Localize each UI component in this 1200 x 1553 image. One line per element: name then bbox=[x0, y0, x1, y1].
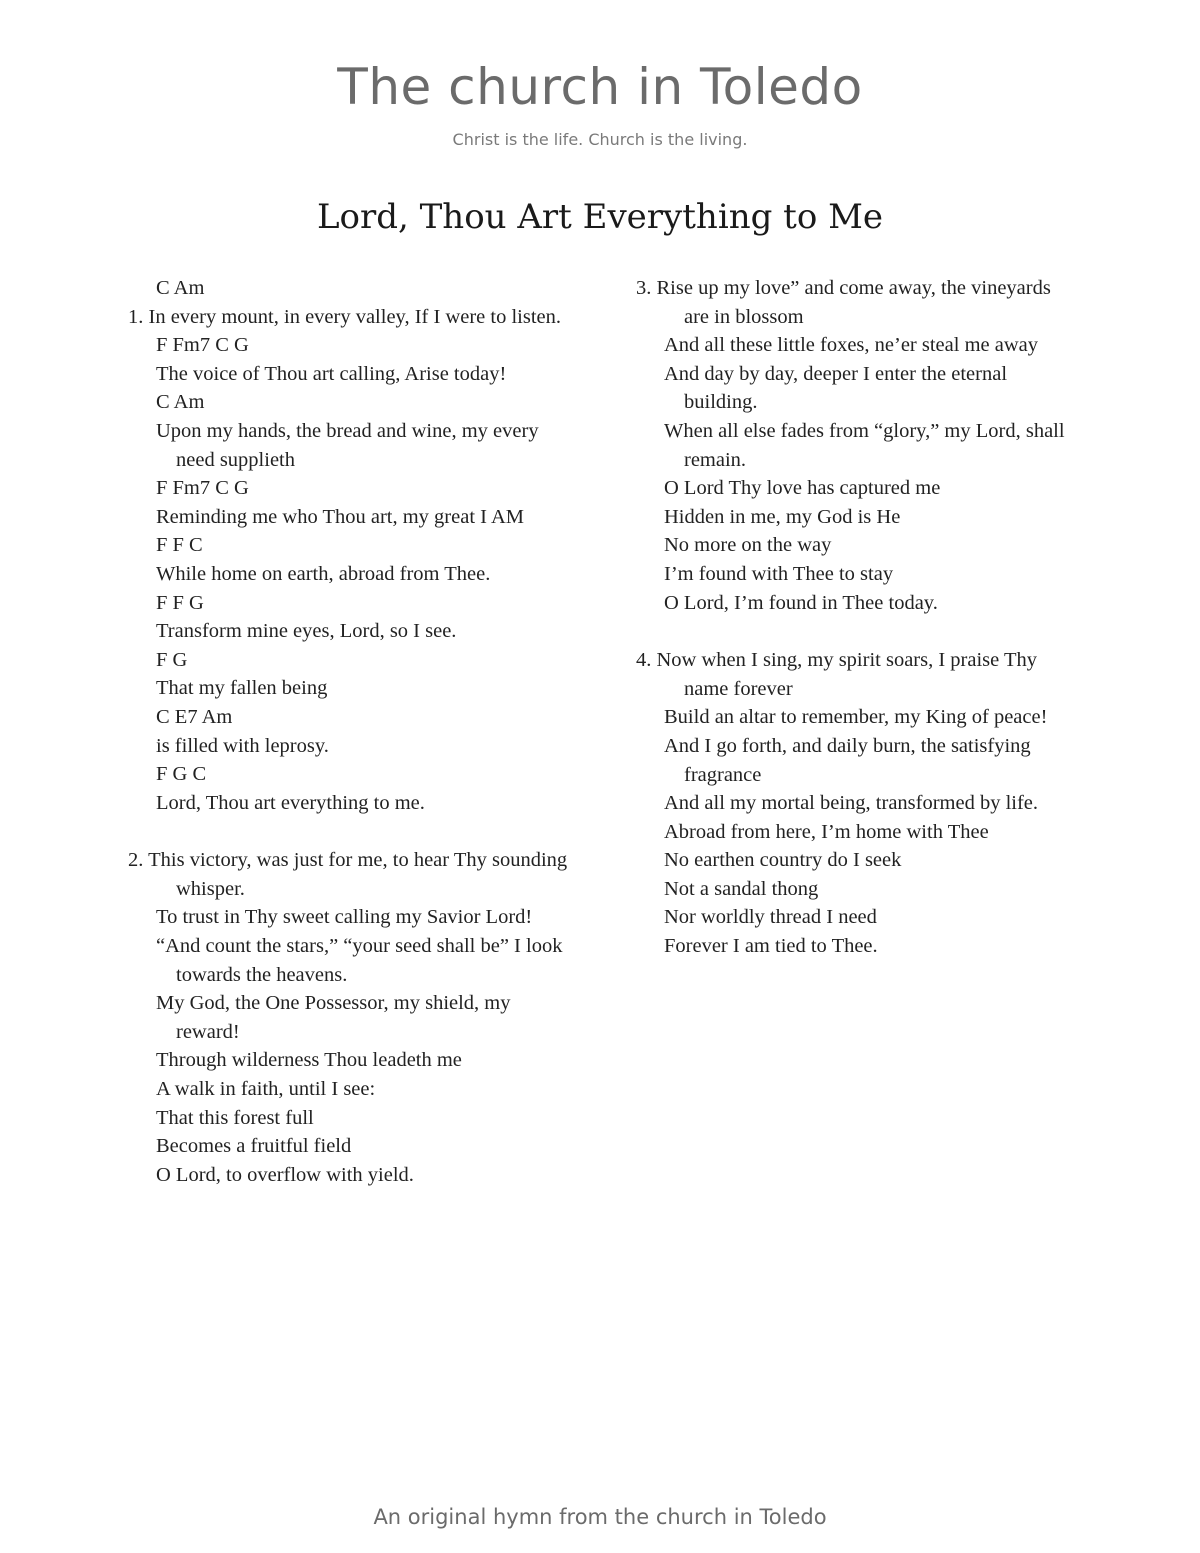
lyric-line: A walk in faith, until I see: bbox=[156, 1078, 376, 1101]
lyric-line: Upon my hands, the bread and wine, my every need supplieth bbox=[156, 419, 539, 471]
lyric-line: O Lord, I’m found in Thee today. bbox=[664, 591, 938, 614]
lyric-line: 1. In every mount, in every valley, If I were to listen. bbox=[128, 305, 562, 328]
lyric-line: 2. This victory, was just for me, to hear Thy sounding whisper. bbox=[128, 849, 568, 900]
chord-line: F F G bbox=[156, 591, 204, 614]
lyric-line: Nor worldly thread I need bbox=[664, 906, 877, 929]
site-title: The church in Toledo bbox=[337, 58, 863, 116]
right-column bbox=[636, 274, 1076, 990]
lyric-line: To trust in Thy sweet calling my Savior Lord! bbox=[156, 906, 533, 929]
lyric-line: No more on the way bbox=[664, 534, 832, 557]
lyric-line: No earthen country do I seek bbox=[664, 849, 902, 872]
lyric-line: 3. Rise up my love” and come away, the vineyards are in blossom bbox=[636, 277, 1051, 328]
page-header bbox=[0, 52, 1200, 152]
lyric-line: Abroad from here, I’m home with Thee bbox=[664, 820, 989, 843]
lyric-line: The voice of Thou art calling, Arise today! bbox=[156, 362, 507, 385]
lyric-line: is filled with leprosy. bbox=[156, 734, 329, 757]
lyric-line: And day by day, deeper I enter the eternal building. bbox=[664, 362, 1008, 414]
left-column bbox=[128, 274, 578, 1218]
verse-1 bbox=[128, 274, 578, 817]
verse-2 bbox=[128, 846, 578, 1189]
lyric-line: That this forest full bbox=[156, 1106, 314, 1129]
lyric-line: “And count the stars,” “your seed shall be” I look towards the heavens. bbox=[156, 935, 563, 986]
lyric-line: Hidden in me, my God is He bbox=[664, 505, 901, 528]
lyric-line: Becomes a fruitful field bbox=[156, 1135, 352, 1158]
tagline: Christ is the life. Church is the living. bbox=[452, 130, 748, 149]
lyric-line: Reminding me who Thou art, my great I AM bbox=[156, 505, 524, 528]
lyric-line: And I go forth, and daily burn, the satisfying fragrance bbox=[664, 734, 1031, 786]
chord-line: F Fm7 C G bbox=[156, 477, 249, 500]
lyric-line: While home on earth, abroad from Thee. bbox=[156, 562, 491, 585]
lyric-line: Build an altar to remember, my King of peace! bbox=[664, 706, 1048, 729]
lyric-line: Not a sandal thong bbox=[664, 877, 819, 900]
lyric-line: My God, the One Possessor, my shield, my reward! bbox=[156, 992, 511, 1043]
verse-3 bbox=[636, 274, 1076, 617]
lyric-line: O Lord, to overflow with yield. bbox=[156, 1163, 414, 1186]
lyric-line: That my fallen being bbox=[156, 677, 328, 700]
lyric-line: And all my mortal being, transformed by life. bbox=[664, 792, 1039, 815]
page-footer: An original hymn from the church in Toledo bbox=[373, 1505, 827, 1529]
lyric-line: 4. Now when I sing, my spirit soars, I praise Thy name forever bbox=[636, 649, 1038, 700]
hymn-title: Lord, Thou Art Everything to Me bbox=[316, 197, 884, 237]
chord-line: C Am bbox=[156, 277, 205, 299]
chord-line: F G bbox=[156, 648, 188, 671]
chord-line: C E7 Am bbox=[156, 705, 233, 728]
chord-line: C Am bbox=[156, 391, 205, 414]
lyric-line: When all else fades from “glory,” my Lord, shall remain. bbox=[664, 419, 1065, 471]
chord-line: F Fm7 C G bbox=[156, 334, 249, 357]
lyric-line: And all these little foxes, ne’er steal me away bbox=[664, 334, 1038, 357]
chord-line: F F C bbox=[156, 534, 203, 557]
lyric-line: Lord, Thou art everything to me. bbox=[156, 791, 425, 814]
lyric-line: Through wilderness Thou leadeth me bbox=[156, 1049, 462, 1072]
lyric-line: Forever I am tied to Thee. bbox=[664, 935, 878, 958]
lyric-line: O Lord Thy love has captured me bbox=[664, 477, 941, 500]
lyric-line: I’m found with Thee to stay bbox=[664, 562, 894, 585]
lyric-line: Transform mine eyes, Lord, so I see. bbox=[156, 620, 457, 643]
verse-4 bbox=[636, 646, 1076, 961]
chord-line: F G C bbox=[156, 763, 207, 786]
